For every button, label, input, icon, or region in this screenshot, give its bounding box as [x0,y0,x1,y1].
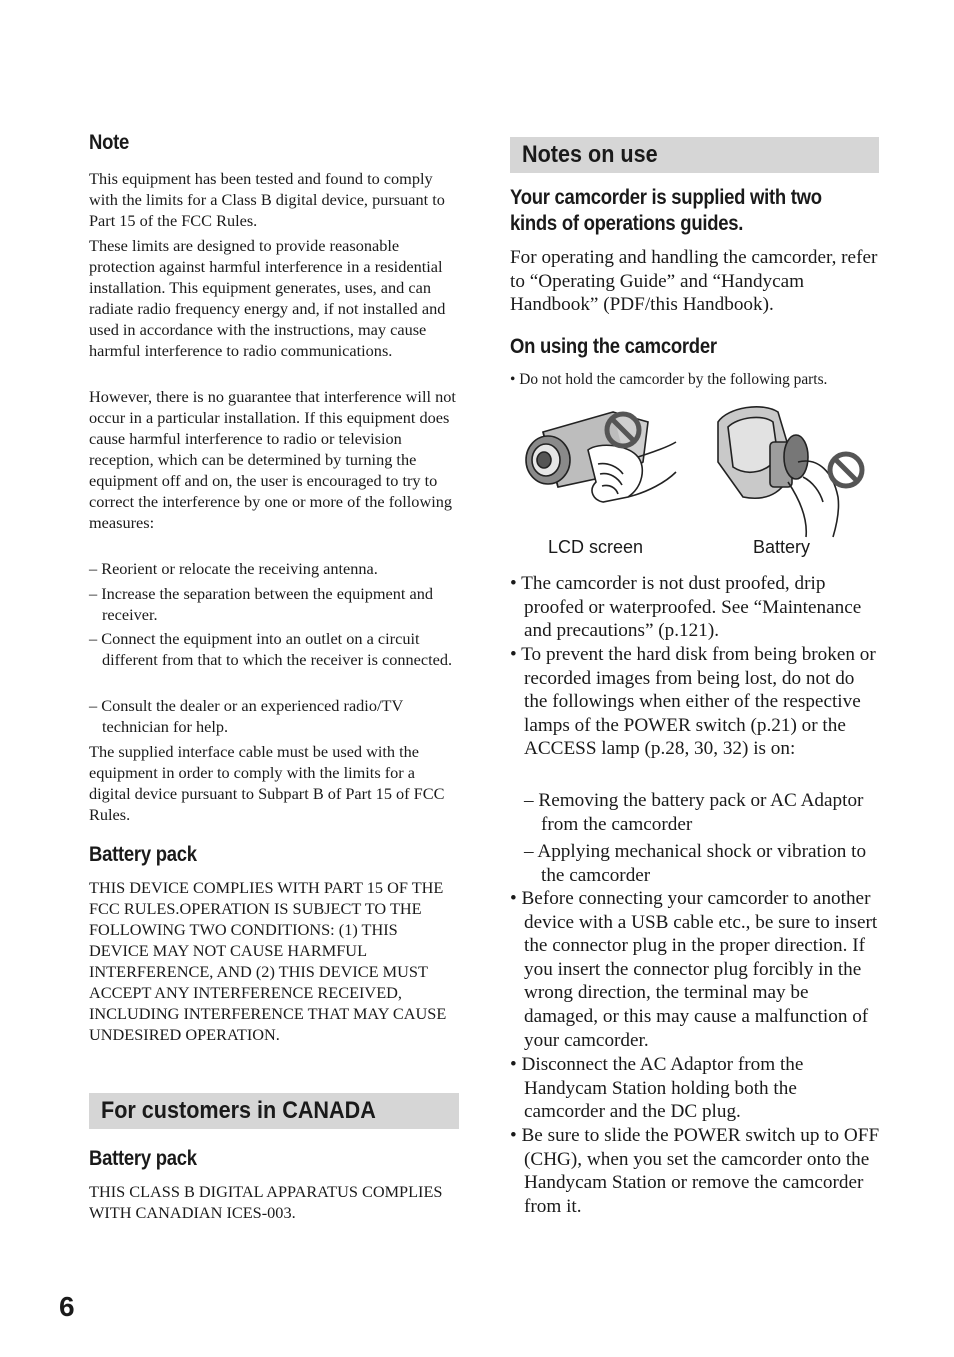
list-item: • Before connecting your camcorder to another device with a USB cable etc., be sure to insert the connector plug in the proper direction. If you insert the connector plug forcibly in the wrong direction, the terminal may be damaged, or this may cause a malfunction of your camcorder. [510,888,878,1051]
canada-section-band [89,1093,459,1129]
list-item: • The camcorder is not dust proofed, drip proofed or waterproofed. See “Maintenance and precautions” (p.121). [510,573,862,642]
note-paragraph-4: The supplied interface cable must be used with the equipment in order to comply with the limits for a digital device pursuant to Subpart B of Part 15 of FCC Rules. [89,742,445,824]
battery-pack-heading: Battery pack [89,843,197,866]
list-item: • Be sure to slide the POWER switch up to OFF (CHG), when you set the camcorder onto the Handycam Station or remove the camcorder from it. [510,1125,880,1217]
page-number: 6 [59,1291,75,1322]
canada-section-title: For customers in CANADA [101,1097,376,1124]
guides-text: For operating and handling the camcorder, refer to “Operating Guide” and “Handycam Handbook” (PDF/this Handbook). [510,247,878,316]
measure-item: – Consult the dealer or an experienced radio/TV technician for help. [89,696,403,736]
battery-pack-fcc-text: THIS DEVICE COMPLIES WITH PART 15 OF THE FCC RULES.OPERATION IS SUBJECT TO THE FOLLOWING TWO CONDITIONS: (1) THIS DEVICE MAY NOT CAUSE HARMFUL INTERFERENCE, AND (2) THIS DEVICE MUST ACCEPT ANY INTERFERENCE RECEIVED, INCLUDING INTERFERENCE THAT MAY CAUSE UNDESIRED OPERATION. [89,878,447,1044]
canada-battery-heading: Battery pack [89,1147,197,1170]
camcorder-battery-illustration [708,402,868,542]
measure-item: – Increase the separation between the equipment and receiver. [89,584,434,624]
note-paragraph-3: However, there is no guarantee that interference will not occur in a particular installation. If this equipment does cause harmful interference to radio or television reception, which can be determined by turning the equipment off and on, the user is encouraged to try to correct the interference by one or more of the following measures: [89,387,456,532]
canada-battery-text: THIS CLASS B DIGITAL APPARATUS COMPLIES WITH CANADIAN ICES-003. [89,1182,443,1222]
list-item: • To prevent the hard disk from being broken or recorded images from being lost, do not do the followings when either of the respective lamps of the POWER switch (p.21) or the ACCESS lamp (p.28, 30, 32) is on: [510,644,876,760]
guides-heading [510,185,822,237]
list-item: • Disconnect the AC Adaptor from the Handycam Station holding both the camcorder and the DC plug. [510,1054,804,1123]
note-paragraph-2: These limits are designed to provide reasonable protection against harmful interference in a residential installation. This equipment generates, uses, and can radiate radio frequency energy and, if not installed and used in accordance with the instructions, may cause harmful interference to radio communications. [89,236,446,360]
sub-list-item: – Removing the battery pack or AC Adaptor from the camcorder [524,790,864,835]
sub-list-item: – Applying mechanical shock or vibration to the camcorder [524,841,867,886]
caption-lcd-screen: LCD screen [548,537,644,557]
prohibited-icon [830,454,862,486]
notes-on-use-band [510,137,879,173]
caption-battery: Battery [753,537,811,557]
hold-warning-bullet: • Do not hold the camcorder by the following parts. [510,371,828,388]
measure-item: – Reorient or relocate the receiving antenna. [89,559,378,578]
camcorder-lcd-illustration [518,402,678,512]
guides-heading-line-2: kinds of operations guides. [510,212,744,235]
note-paragraph-1: This equipment has been tested and found to comply with the limits for a Class B digital device, pursuant to Part 15 of the FCC Rules. [89,169,445,230]
guides-heading-line-1: Your camcorder is supplied with two [510,186,822,209]
measure-item: – Connect the equipment into an outlet on a circuit different from that to which the receiver is connected. [89,629,453,669]
note-heading: Note [89,131,130,154]
notes-on-use-title: Notes on use [522,141,658,168]
using-camcorder-heading: On using the camcorder [510,335,717,358]
